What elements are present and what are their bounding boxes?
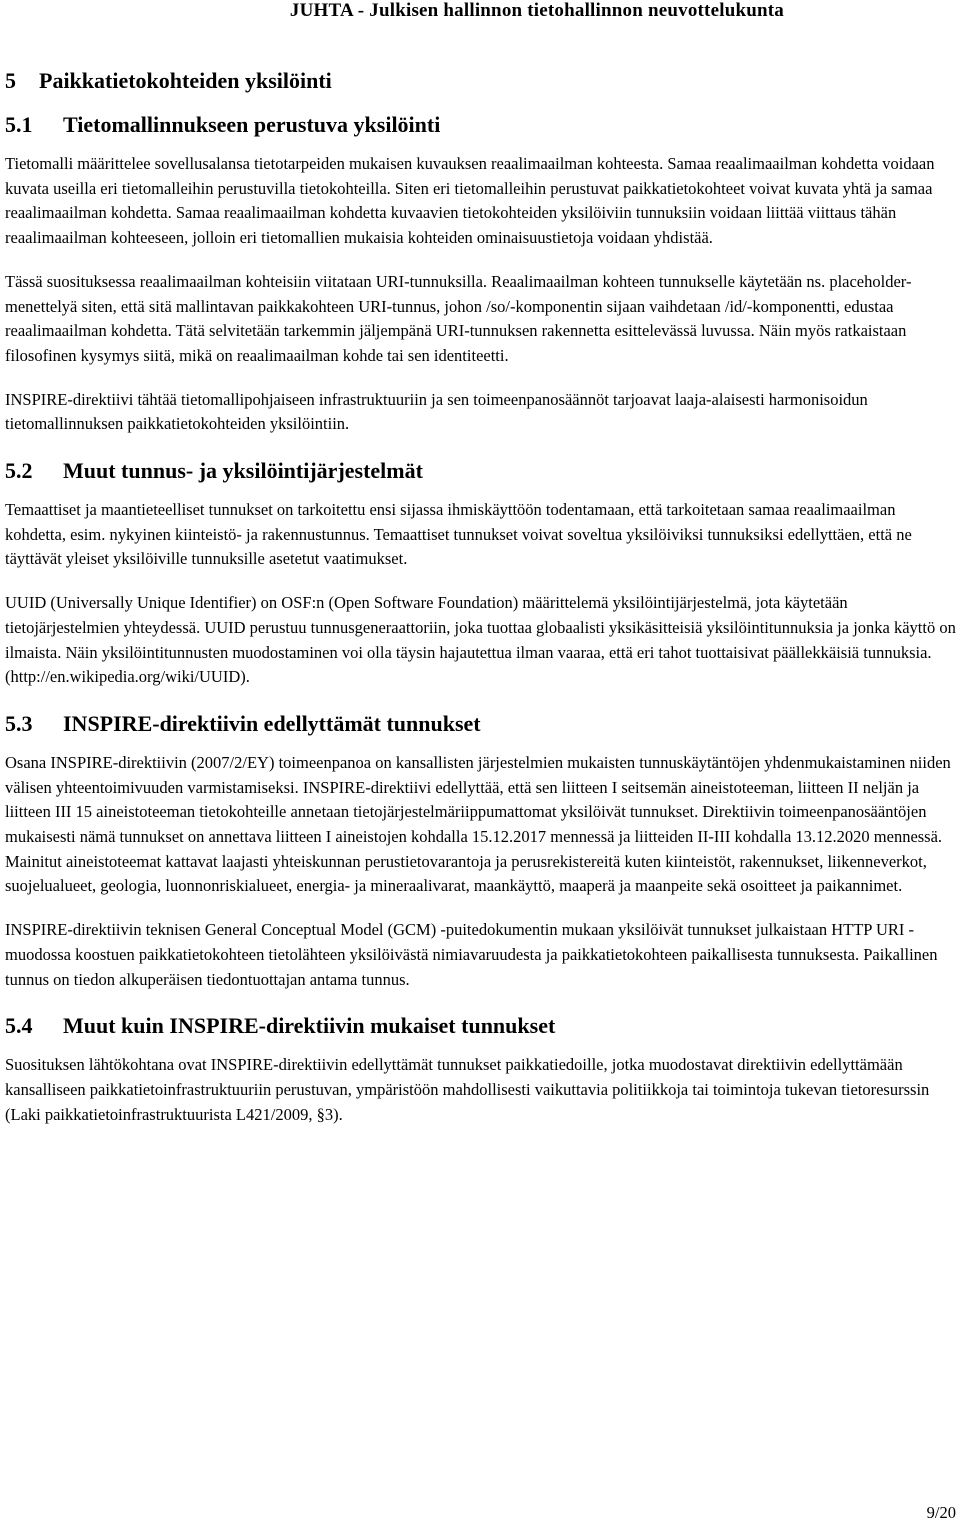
paragraph: Suosituksen lähtökohtana ovat INSPIRE-direktiivin edellyttämät tunnukset paikkatiedoille, jotka muodostavat direktiivin edellyttämään kansalliseen paikkatietoinfrastruktuuriin perustuvan, ympäristöön mahdollisesti vaikuttavia politiikkoja tai toimintoja tukevan tietoresurssin (Laki paikkatietoinfrastruktuurista L421/2009, §3). <box>5 1055 930 1124</box>
section-number: 5.1 <box>5 112 33 137</box>
section-title: INSPIRE-direktiivin edellyttämät tunnukset <box>63 710 481 736</box>
section-title: Tietomallinnukseen perustuva yksilöinti <box>63 112 441 137</box>
section-heading-5-4 <box>5 1011 957 1041</box>
paragraph: INSPIRE-direktiivi tähtää tietomallipohjaiseen infrastruktuuriin ja sen toimeenpanosäännöt tarjoavat laaja-alaisesti harmonisoidun tietomallinnuksen paikkatietokohteiden yksilöintiin. <box>5 389 868 434</box>
paragraph: Temaattiset ja maantieteelliset tunnukset on tarkoitettu ensi sijassa ihmiskäyttöön todentamaan, että tarkoitetaan samaa reaalimaailman kohdetta, esim. nykyinen kiinteistö- ja rakennustunnus. Temaattiset tunnukset voivat soveltua yksilöiviksi tunnuksiksi edellyttäen, että ne täyttävät yleiset yksilöiville tunnuksille asetetut vaatimukset. <box>5 500 912 569</box>
page-number: 9/20 <box>926 1503 956 1522</box>
paragraph: Tässä suosituksessa reaalimaailman kohteisiin viitataan URI-tunnuksilla. Reaalimaailman kohteen tunnukselle käytetään ns. placeholder-menettelyä siten, että sitä mallintavan paikkakohteen URI-tunnus, johon /so/-komponentin sijaan vaihdetaan /id/-komponentti, edustaa reaalimaailman kohdetta. Tätä selvitetään tarkemmin jäljempänä URI-tunnuksen rakennetta esittelevässä luvussa. Näin myös ratkaistaan filosofinen kysymys siitä, mikä on reaalimaailman kohde tai sen identiteetti. <box>5 271 912 365</box>
section-number: 5.2 <box>5 458 33 484</box>
chapter-heading <box>5 66 957 96</box>
chapter-title: Paikkatietokohteiden yksilöinti <box>39 68 332 93</box>
section-number: 5.3 <box>5 710 33 736</box>
section-title: Muut kuin INSPIRE-direktiivin mukaiset tunnukset <box>63 1013 556 1039</box>
section-heading-5-2 <box>5 456 957 486</box>
paragraph: Tietomalli määrittelee sovellusalansa tietotarpeiden mukaisen kuvauksen reaalimaailman kohteesta. Samaa reaalimaailman kohdetta voidaan kuvata useilla eri tietomalleihin perustuvilla tietokohteilla. Siten eri tietomalleihin perustuvat paikkatietokohteet voivat kuvata yhtä ja samaa reaalimaailman kohdetta. Samaa reaalimaailman kohdetta kuvaavien tietokohteiden yksilöiviin tunnuksiin voidaan liittää viittaus tähän reaalimaailman kohteeseen, jolloin eri tietomallien mukaisia kohteiden ominaisuustietoja voidaan yhdistää. <box>5 154 935 248</box>
document-header: JUHTA - Julkisen hallinnon tietohallinnon neuvottelukunta <box>289 0 784 21</box>
chapter-number: 5 <box>5 68 16 93</box>
section-number: 5.4 <box>5 1013 33 1039</box>
section-heading-5-3 <box>5 709 957 739</box>
paragraph: UUID (Universally Unique Identifier) on OSF:n (Open Software Foundation) määrittelemä yksilöintijärjestelmä, jota käytetään tietojärjestelmien yhteydessä. UUID perustuu tunnusgeneraattoriin, joka tuottaa globaalisti yksikäsitteisiä yksilöintitunnuksia ja jonka käyttö on ilmaista. Näin yksilöintitunnusten muodostaminen voi olla täysin hajautettua ilman vaaraa, että eri tahot tuottaisivat päällekkäisiä tunnuksia. (http://en.wikipedia.org/wiki/UUID). <box>5 593 956 687</box>
paragraph: INSPIRE-direktiivin teknisen General Conceptual Model (GCM) -puitedokumentin mukaan yksilöivät tunnukset julkaistaan HTTP URI -muodossa koostuen paikkatietokohteen tietolähteen yksilöivästä nimiavaruudesta ja paikkatietokohteen paikallisesta tunnuksesta. Paikallinen tunnus on tiedon alkuperäisen tiedontuottajan antama tunnus. <box>5 920 938 989</box>
paragraph: Osana INSPIRE-direktiivin (2007/2/EY) toimeenpanoa on kansallisten järjestelmien mukaisten tunnuskäytäntöjen yhdenmukaistaminen niiden välisen yhteentoimivuuden varmistamiseksi. INSPIRE-direktiivi edellyttää, että sen liitteen I seitsemän aineistoteeman, liitteen II neljän ja liitteen III 15 aineistoteeman tietokohteille annetaan tietojärjestelmäriippumattomat yksilöivät tunnukset. Direktiivin toimeenpanosääntöjen mukaisesti nämä tunnukset on annettava liitteen I aineistojen kohdalla 15.12.2017 mennessä ja liitteiden II-III kohdalla 13.12.2020 mennessä. Mainitut aineistoteemat kattavat laajasti yhteiskunnan perustietovarantoja ja perusrekistereitä kuten kiinteistöt, rakennukset, liikenneverkot, suojelualueet, geologia, luonnonriskialueet, energia- ja mineraalivarat, maankäyttö, maaperä ja maanpeite sekä osoitteet ja paikannimet. <box>5 752 951 896</box>
section-title: Muut tunnus- ja yksilöintijärjestelmät <box>63 458 423 484</box>
page-content <box>5 66 957 1146</box>
section-heading-5-1 <box>5 110 957 140</box>
